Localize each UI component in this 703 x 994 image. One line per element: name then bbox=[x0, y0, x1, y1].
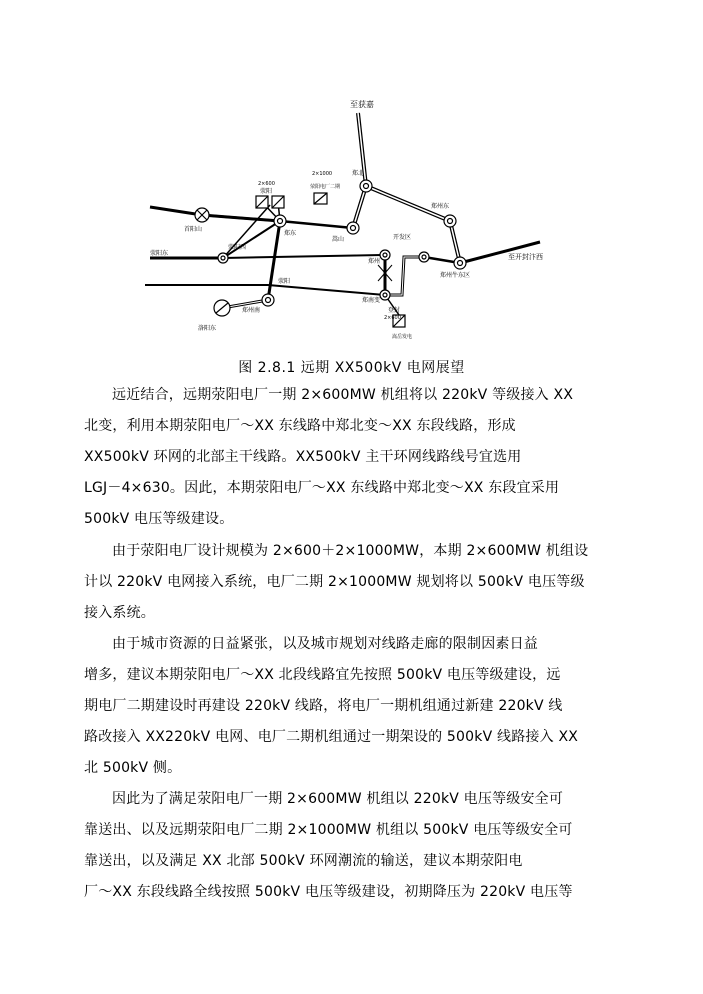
label-xingyangxi: 荥阳西 bbox=[228, 244, 247, 251]
text-line: 期电厂二期建设时再建设 220kV 线路，将电厂一期机组通过新建 220kV 线 bbox=[84, 698, 563, 714]
label-top-gen-name: 荥阳电厂二期 bbox=[310, 184, 341, 190]
node-right bbox=[444, 215, 456, 227]
text-line: 由于城市资源的日益紧张，以及城市规划对线路走廊的限制因素日益 bbox=[112, 636, 538, 652]
label-bottom-gen-capacity: 2×600 bbox=[384, 315, 401, 321]
label-zhengzhou: 郑州 bbox=[368, 258, 381, 265]
label-top-gen-capacity: 2×1000 bbox=[312, 171, 333, 177]
node-xishan bbox=[347, 222, 359, 234]
text-line: 计以 220kV 电网接入系统，电厂二期 2×1000MW 规划将以 500kV 电压等级 bbox=[84, 574, 585, 590]
text-line: 路改接入 XX220kV 电网、电厂二期机组通过一期架设的 500kV 线路接入 XX bbox=[84, 729, 579, 745]
node-kaifaqu bbox=[419, 252, 429, 262]
text-line: 增多，建议本期荥阳电厂～XX 北段线路宜先按照 500kV 电压等级建设，远 bbox=[84, 667, 561, 683]
label-zhengnan: 郑州南 bbox=[242, 307, 261, 314]
text-line: 北变，利用本期荥阳电厂～XX 东线路中郑北变～XX 东段线路，形成 bbox=[84, 418, 516, 434]
label-left-gen-capacity: 2×600 bbox=[258, 181, 275, 187]
text-line: 北 500kV 侧。 bbox=[84, 760, 182, 776]
text-line: 靠送出，以及满足 XX 北部 500kV 环网潮流的输送，建议本期荥阳电 bbox=[84, 853, 523, 869]
label-xishan: 嵩山 bbox=[332, 236, 345, 243]
text-line: 远近结合，远期荥阳电厂一期 2×600MW 机组将以 220kV 等级接入 XX bbox=[112, 387, 574, 403]
label-zhengnan-substation: 郑南变 bbox=[362, 297, 381, 304]
label-to-top: 至获嘉 bbox=[350, 100, 374, 109]
label-zhengzhou-east: 郑州东 bbox=[431, 203, 450, 210]
text-line: 接入系统。 bbox=[84, 605, 155, 621]
label-xingyang: 荥阳 bbox=[278, 278, 291, 285]
node-xingyangxi bbox=[218, 253, 228, 263]
luoyang-plant-icon bbox=[214, 300, 230, 316]
label-to-right: 至开封汴西 bbox=[508, 253, 543, 261]
text-line: 500kV 电压等级建设。 bbox=[84, 511, 234, 527]
label-xingyang-east: 荥阳东 bbox=[150, 250, 169, 257]
label-pumped: 嵩岳发电 bbox=[392, 334, 413, 340]
label-kaifaqu: 开发区 bbox=[393, 234, 412, 241]
text-line: 因此为了满足荥阳电厂一期 2×600MW 机组以 220kV 电压等级安全可 bbox=[112, 791, 564, 807]
text-line: 靠送出、以及远期荥阳电厂二期 2×1000MW 机组以 500kV 电压等级安全可 bbox=[84, 822, 573, 838]
grid-diagram bbox=[140, 95, 580, 345]
node-zhengnan bbox=[380, 290, 390, 300]
label-left-gen-name: 荥阳 bbox=[260, 188, 273, 195]
label-zhengbei: 郑北 bbox=[352, 170, 365, 177]
text-line: 厂～XX 东段线路全线按照 500kV 电压等级建设，初期降压为 220kV 电压等 bbox=[84, 884, 573, 900]
figure-caption: 图 2.8.1 远期 XX500kV 电网展望 bbox=[238, 360, 465, 376]
node-zhengzhou-niudong bbox=[454, 257, 466, 269]
text-line: 由于荥阳电厂设计规模为 2×600＋2×1000MW，本期 2×600MW 机组设 bbox=[112, 543, 589, 559]
node-xingyangdong bbox=[262, 294, 274, 306]
text-line: XX500kV 环网的北部主干线路。XX500kV 主干环网线路线号宜选用 bbox=[84, 449, 522, 465]
label-zhengdong: 郑东 bbox=[284, 230, 297, 237]
text-line: LGJ－4×630。因此，本期荥阳电厂～XX 东线路中郑北变～XX 东段宜采用 bbox=[84, 480, 560, 496]
substation-nodes bbox=[218, 180, 466, 306]
node-zhengzhou bbox=[380, 250, 390, 260]
label-zhengzhou-niudong: 郑州牛东区 bbox=[440, 272, 471, 279]
node-zhengbei bbox=[360, 180, 372, 192]
label-bottom-gen-name: 登封 bbox=[388, 307, 401, 314]
label-luoyang: 洛阳东 bbox=[198, 325, 217, 332]
gongyishan-plant-icon bbox=[195, 208, 209, 222]
node-zhengdong bbox=[274, 215, 286, 227]
label-gongyishan: 首阳山 bbox=[184, 226, 203, 233]
